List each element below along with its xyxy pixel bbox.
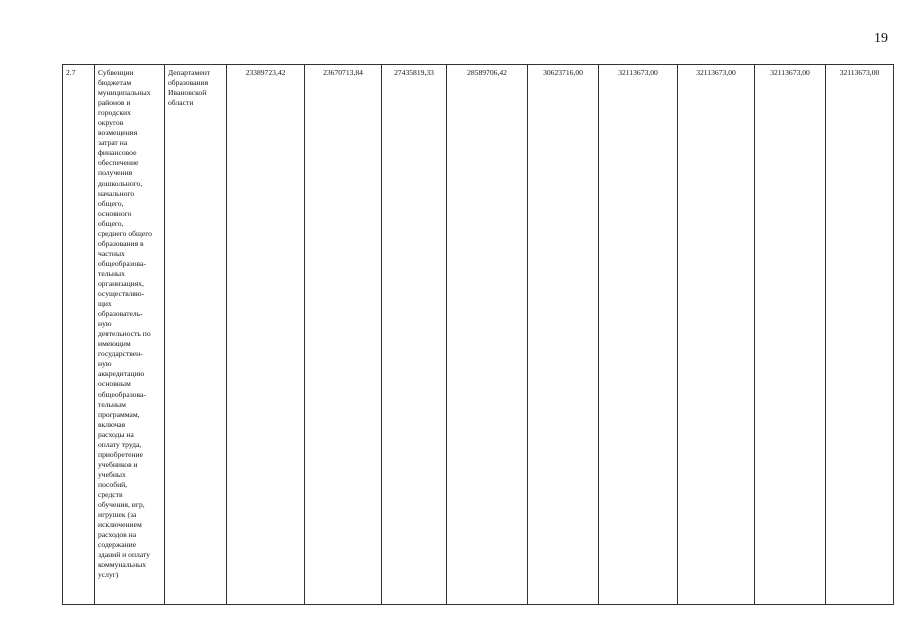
value-cell: 32113673,00 (755, 65, 826, 605)
value-cell: 32113673,00 (826, 65, 894, 605)
description-line: округов (98, 118, 124, 128)
description-line: коммунальных (98, 560, 147, 570)
budget-table (62, 64, 894, 605)
department-line: Департамент (168, 68, 211, 77)
description-line: ную (98, 359, 112, 369)
description-line: частных (98, 248, 125, 258)
page-number: 19 (874, 31, 888, 46)
value-cell: 27435819,33 (382, 65, 447, 605)
description-line: ную (98, 319, 112, 329)
description-cell (95, 65, 165, 605)
description-line: приобретение (98, 449, 143, 459)
value-cell: 32113673,00 (599, 65, 678, 605)
description-line: зданий и оплату (98, 550, 150, 560)
value-cell: 32113673,00 (678, 65, 755, 605)
description-line: расходы на (98, 429, 134, 439)
description-line: учебников и (98, 459, 138, 469)
description-line: общего, (98, 218, 124, 228)
description-line: начального (98, 188, 135, 198)
description-line: расходов на (98, 530, 137, 540)
description-line: игрушек (за (98, 510, 137, 520)
description-line: деятельность по (98, 329, 151, 339)
description-line: государствен- (98, 349, 143, 359)
description-line: бюджетам (98, 78, 132, 88)
description-line: образователь- (98, 309, 143, 319)
description-line: возмещения (98, 128, 138, 138)
description-line: образования в (98, 238, 144, 248)
description-line: программам, (98, 409, 140, 419)
description-line: общеобразова- (98, 389, 146, 399)
description-line: тельных (98, 268, 125, 278)
description-line: учебных (98, 469, 126, 479)
description-line: основным (98, 379, 131, 389)
row-index-cell: 2.7 (63, 65, 95, 605)
description-line: обеспечение (98, 158, 139, 168)
description-line: дошкольного, (98, 178, 143, 188)
description-line: финансовое (98, 148, 137, 158)
description-line: исключением (98, 520, 142, 530)
description-line: общего, (98, 198, 124, 208)
department-line: Ивановской (168, 88, 207, 98)
description-line: тельным (98, 399, 126, 409)
description-line: щих (98, 299, 112, 309)
value-cell: 30623716,00 (528, 65, 599, 605)
description-line: средств (98, 489, 123, 499)
table-row (63, 65, 894, 605)
value-cell: 23389723,42 (227, 65, 305, 605)
value-cell: 23670713,84 (305, 65, 382, 605)
description-line: аккредитацию (98, 369, 145, 379)
description-line: организациях, (98, 278, 144, 288)
description-line: пособий, (98, 479, 128, 489)
description-line: среднего общего (98, 228, 152, 238)
description-line: муниципальных (98, 88, 151, 98)
description-line: обучения, игр, (98, 500, 145, 510)
description-line: имеющим (98, 339, 131, 349)
description-line: включая (98, 419, 126, 429)
description-line: районов и (98, 98, 131, 108)
description-line: содержание (98, 540, 137, 550)
description-line: основного (98, 208, 132, 218)
description-line: осуществляю- (98, 289, 145, 299)
description-line: оплату труда, (98, 439, 142, 449)
description-line: общеобразова- (98, 258, 146, 268)
description-line: услуг) (98, 570, 119, 580)
description-line: городских (98, 108, 131, 118)
description-line: получения (98, 168, 133, 178)
description-line: затрат на (98, 138, 128, 148)
department-cell (165, 65, 227, 605)
description-line: Субвенции (98, 68, 134, 77)
value-cell: 28589706,42 (447, 65, 528, 605)
department-line: образования (168, 78, 209, 88)
department-line: области (168, 98, 194, 108)
